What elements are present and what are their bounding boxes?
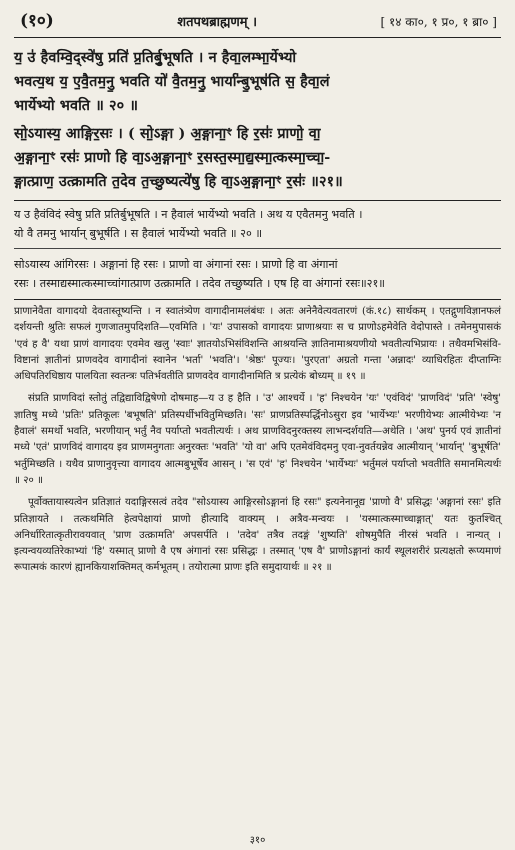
padapatha-line: यो वै तमनु भार्यान् बुभूर्षति । स हैवालं भार्येभ्यो भवति ॥ २० ॥ (14, 227, 263, 240)
padapatha-line: रसः । तस्माद्यस्मात्कस्माच्चांगात्प्राण उत्क्रामति । तदेव तच्छुष्यति । एष हि वा अंगानां रसः॥२१॥ (14, 277, 385, 290)
commentary-paragraph: संप्रति प्राणविदां स्तोतुं तद्विद्याविद्विषेणो दोषमाह—य उ ह हैति । 'उ' आश्चर्ये । 'ह' निश्चयेन 'यः' 'एवंविदं' 'प्राणविदं' 'प्रति' 'स्वेषु' ज्ञातिषु मध्ये 'प्रतिः' प्रतिकूलः 'बभूषति' प्रतिस्पर्धीभवितुमिच्छति। 'सः' प्राणप्रतिस्पर्द्धिनोऽसुरा इव 'भार्येभ्यः' भरणीयेभ्यः आत्मीयेभ्यः 'न हैवालं' समर्थो भवति, भरणीयान् भर्तुं नैव पर्याप्तो भवतीत्यर्थः । अथ प्राणविदनुरक्तस्य लाभन्दर्शयति—अथेति । 'अथ' पुनर्य एवं ज्ञातीनां मध्ये 'एतं' प्राणविदं वागादय इव प्राणमनुगताः अनुरक्तः 'भवति' 'यो वा' अपि एतमेवंविदमनु एवा-नुवर्तयन्नेव आत्मीयान् 'भार्यान्' 'बुभूर्षति' भर्तुमिच्छति । यथैव प्राणानुवृत्त्या वागादय आत्मबुभूर्षेव आसन् । 'स एवं' 'ह' निश्चयेन 'भार्येभ्यः' भर्तुमलं पर्याप्तो भवतीति समानमित्यर्थः ॥ २० ॥ (14, 393, 501, 486)
page-number: (१०) (20, 11, 54, 31)
padapatha-line: य उ हैवंविदं स्वेषु प्रति प्रतिर्बुभूषति । न हैवालं भार्येभ्यो भवति । अथ य एवैतमनु भवति । (14, 208, 363, 221)
commentary (14, 304, 501, 577)
commentary-paragraph: पूर्वोक्तायास्यत्वेन प्रतिज्ञातं यदाङ्गिरसत्वं तदेव "सोऽयास्य आङ्गिरसोऽङ्गानां हि रसः" इत्यनेनानूद्य 'प्राणो वै' प्रसिद्धः 'अङ्गानां रसः' इति प्रतिज्ञायते । तत्कथमिति हेत्वपेक्षायां प्राणो हीत्यादि वाक्यम् । अत्रैव-मन्वयः । 'यस्मात्कस्माच्चाङ्गात्' यतः कुतश्चित् अनिर्धारितात्कृतीरावयवात् 'प्राण उत्क्रामति' अपसर्पति । 'तदेव' तत्रैव तदङ्गं 'शुष्यति' शोषमुपैति नीरसं भवति । नान्यत् । इत्यन्वयव्यतिरेकाभ्यां 'हि' यस्मात् प्राणो वै एष अंगानां रसः प्रसिद्धः । तस्मात् 'एष वै' प्राणोऽङ्गानां कार्यं स्थूलशरीरं प्रत्यक्षतो रूप्यमाणं रूपात्मकं कारणं ह्यानकियाशक्तिमत् कर्मभूतम् । तयोरात्मा प्राणः इति समुदायार्थः ॥ २१ ॥ (14, 497, 501, 574)
printed-page-number: ३१० (249, 835, 266, 846)
divider (14, 299, 501, 300)
mantra-line: सो॒ऽयास्य॒ आङ्गिर॒सः । ( सो॒ऽङ्गा ) अ॒ङ्गाना॒ꣳ हि र॒सः॑ प्राणो॒ वा॒ (14, 125, 321, 142)
mantra-line: भार्येभ्यो भवति ॥ २० ॥ (14, 97, 139, 114)
mantra-line: ङ्गात्प्राण॒ उत्क्रामति त॒देव त॒च्छुष्यत्ये॑षु हि वा॒ऽअ॒ङ्गाना॒ꣳ र॒सः॑ ॥२१॥ (14, 173, 343, 190)
mantra-verse-21 (14, 122, 501, 194)
mantra-text (14, 46, 501, 194)
padapatha-text (14, 205, 501, 293)
mantra-line: भवत्य॒थ य॒ ए॒वै॒तम॒नु॒ भवति यो॑ वै॒तम॒नु॒ भार्या॑न्बु॒भूष॑ति स॒ हैवा॒लं (14, 73, 330, 90)
mantra-verse-20 (14, 46, 501, 118)
mantra-line: य॒ उ॑ हैवम्वि॒द्स्वे॑षु प्रति॑ प्र॒तिर्बु॒भूषति । न हैवा॒लम्भा॒र्येभ्यो (14, 49, 297, 66)
page-header (14, 8, 501, 38)
running-title: शतपथब्राह्मणम् । (177, 15, 258, 30)
divider (14, 248, 501, 249)
padapatha-line: सोऽयास्य आंगिरसः । अङ्गानां हि रसः । प्राणो वा अंगानां रसः । प्राणो हि वा अंगानां (14, 258, 338, 271)
divider (14, 200, 501, 201)
commentary-paragraph: प्राणानेवैता वागादयो देवतास्तूष्यन्ति । न स्वातंत्र्येण वागादीनामलंबंधः । अतः अनेनैवेत्यवतारणं (कं.१८) सार्थकम् । एतद्गुणविज्ञानफलं दर्शयन्ती श्रुतिः सफलं गुणजातमुपदिशति—एवमिति । 'यः' उपासको वागादयः प्राणाश्रयाः स च प्राणोऽहमेवेति वेदोपास्ते । तमेनमुपासकं 'एवं ह वै' यथा प्राणं वागादयः एवमेव खलु 'स्वाः' ज्ञातयोऽभिसंविशन्ति आश्रयन्ति ज्ञातिनामाश्रयणीयो भवतीत्यभिप्रायः । तथैवमभिसंवि-विष्टानां ज्ञातीनां प्राणवदेव वागादीनां स्वानेन 'भर्ता' 'भवति'। 'श्रेष्ठः' पूज्यः। 'पुरएता' अग्रतो गन्ता 'अन्नादः' व्याधिरहितः दीप्ताग्निः अधिपतिरधिष्ठाय पालयिता स्वतन्त्रः पतिर्भवतीति प्राणवदेव वागादीनामिति त्र प्रत्येकं बोध्यम् ॥ १९ ॥ (14, 306, 501, 383)
mantra-line: अ॒ङ्गाना॒ꣳ रसः॑ प्राणो हि वा॒ऽअ॒ङ्गाना॒ꣳ र॒सस्त॒स्मा॒द्य॒स्मा॒त्कस्मा॒च्चा॒- (14, 149, 331, 166)
section-reference: [ १४ का०, १ प्र०, १ ब्रा० ] (380, 15, 497, 29)
